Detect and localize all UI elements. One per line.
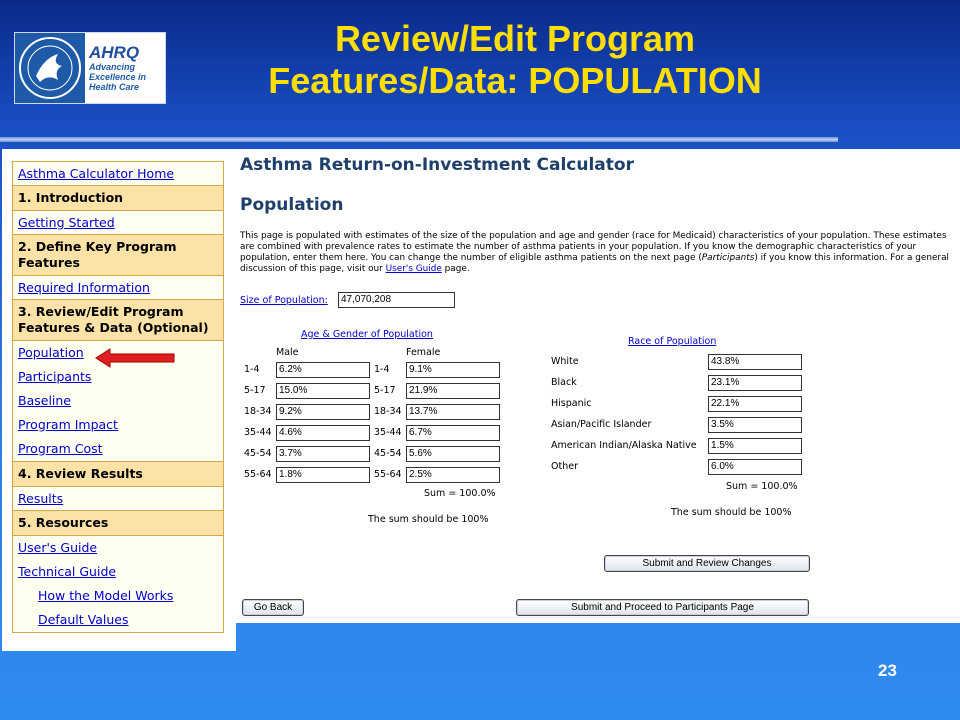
female-percent-input[interactable]: 6.7% bbox=[406, 425, 500, 441]
nav-link-baseline[interactable]: Baseline bbox=[18, 393, 71, 408]
male-percent-input[interactable]: 4.6% bbox=[276, 425, 370, 441]
female-percent-input[interactable]: 9.1% bbox=[406, 362, 500, 378]
male-age-label: 18-34 bbox=[244, 406, 272, 417]
male-age-label: 1-4 bbox=[244, 364, 260, 375]
female-percent-input[interactable]: 21.9% bbox=[406, 383, 500, 399]
male-age-label: 55-64 bbox=[244, 469, 272, 480]
race-percent-input[interactable]: 43.8% bbox=[708, 354, 802, 370]
female-age-label: 5-17 bbox=[374, 385, 396, 396]
slide-title bbox=[190, 18, 840, 102]
size-of-population-label[interactable]: Size of Population: bbox=[240, 295, 328, 306]
female-percent-input[interactable]: 13.7% bbox=[406, 404, 500, 420]
nav-link-technical-guide[interactable]: Technical Guide bbox=[18, 564, 117, 579]
slide-number: 23 bbox=[878, 661, 897, 680]
race-percent-input[interactable]: 1.5% bbox=[708, 438, 802, 454]
users-guide-link[interactable]: User's Guide bbox=[385, 264, 442, 274]
nav-link-home[interactable]: Asthma Calculator Home bbox=[13, 162, 223, 186]
size-of-population-input[interactable]: 47,070,208 bbox=[338, 292, 455, 308]
nav-link-required-information[interactable]: Required Information bbox=[13, 276, 223, 300]
female-percent-input[interactable]: 5.6% bbox=[406, 446, 500, 462]
male-age-label: 35-44 bbox=[244, 427, 272, 438]
nav-link-population[interactable]: Population bbox=[18, 345, 84, 360]
nav-section-define-features: 2. Define Key Program Features bbox=[13, 235, 223, 276]
male-age-label: 45-54 bbox=[244, 448, 272, 459]
female-age-label: 35-44 bbox=[374, 427, 402, 438]
nav-link-program-cost[interactable]: Program Cost bbox=[18, 441, 103, 456]
nav-section-review-results: 4. Review Results bbox=[13, 462, 223, 487]
male-percent-input[interactable]: 15.0% bbox=[276, 383, 370, 399]
nav-link-results[interactable]: Results bbox=[13, 487, 223, 511]
race-label: White bbox=[551, 356, 579, 367]
nav-panel bbox=[2, 149, 236, 651]
ahrq-tagline-2: Excellence in bbox=[89, 72, 147, 82]
male-percent-input[interactable]: 6.2% bbox=[276, 362, 370, 378]
intro-paragraph bbox=[240, 231, 956, 275]
race-label: Black bbox=[551, 377, 577, 388]
race-percent-input[interactable]: 3.5% bbox=[708, 417, 802, 433]
ahrq-tagline-3: Health Care bbox=[89, 82, 140, 92]
logo-group bbox=[14, 32, 166, 104]
sidebar-nav bbox=[12, 161, 224, 633]
intro-text-3: page. bbox=[441, 264, 470, 274]
female-column-label: Female bbox=[406, 347, 441, 358]
female-age-label: 45-54 bbox=[374, 448, 402, 459]
race-percent-input[interactable]: 22.1% bbox=[708, 396, 802, 412]
nav-link-users-guide[interactable]: User's Guide bbox=[18, 540, 98, 555]
male-age-label: 5-17 bbox=[244, 385, 266, 396]
ahrq-logo bbox=[85, 33, 165, 103]
race-percent-input[interactable]: 23.1% bbox=[708, 375, 802, 391]
intro-text-2: ) if you know this information. For a general discussion of this page, visit our bbox=[240, 253, 949, 274]
ahrq-wordmark: AHRQ bbox=[89, 43, 140, 62]
race-label: Asian/Pacific Islander bbox=[551, 419, 652, 430]
nav-link-participants[interactable]: Participants bbox=[18, 369, 92, 384]
age-gender-header-link[interactable]: Age & Gender of Population bbox=[301, 329, 433, 340]
male-percent-input[interactable]: 3.7% bbox=[276, 446, 370, 462]
go-back-button[interactable]: Go Back bbox=[242, 599, 304, 616]
nav-link-default-values[interactable]: Default Values bbox=[38, 612, 129, 627]
age-gender-sum-note: The sum should be 100% bbox=[368, 514, 489, 525]
main-panel bbox=[236, 149, 960, 623]
race-label: American Indian/Alaska Native bbox=[551, 440, 697, 451]
female-age-label: 55-64 bbox=[374, 469, 402, 480]
race-label: Other bbox=[551, 461, 578, 472]
nav-link-program-impact[interactable]: Program Impact bbox=[18, 417, 118, 432]
nav-link-how-model-works[interactable]: How the Model Works bbox=[38, 588, 174, 603]
race-sum-note: The sum should be 100% bbox=[671, 507, 792, 518]
male-column-label: Male bbox=[276, 347, 299, 358]
female-age-label: 1-4 bbox=[374, 364, 390, 375]
race-label: Hispanic bbox=[551, 398, 592, 409]
slide-title-line-1: Review/Edit Program bbox=[334, 18, 696, 59]
female-age-label: 18-34 bbox=[374, 406, 402, 417]
female-percent-input[interactable]: 2.5% bbox=[406, 467, 500, 483]
age-gender-sum: Sum = 100.0% bbox=[424, 488, 496, 499]
title-divider bbox=[0, 137, 838, 142]
ahrq-tagline-1: Advancing bbox=[89, 62, 136, 72]
page-heading: Population bbox=[240, 195, 344, 215]
slide-title-line-2: Features/Data: POPULATION bbox=[268, 60, 762, 101]
submit-proceed-button[interactable]: Submit and Proceed to Participants Page bbox=[516, 599, 809, 616]
red-arrow-icon bbox=[94, 347, 176, 369]
nav-link-getting-started[interactable]: Getting Started bbox=[13, 211, 223, 235]
male-percent-input[interactable]: 1.8% bbox=[276, 467, 370, 483]
nav-section-resources: 5. Resources bbox=[13, 511, 223, 536]
nav-section-introduction: 1. Introduction bbox=[13, 186, 223, 211]
nav-section-review-edit: 3. Review/Edit Program Features & Data (Optional) bbox=[13, 300, 223, 341]
submit-review-button[interactable]: Submit and Review Changes bbox=[604, 555, 810, 572]
race-sum: Sum = 100.0% bbox=[726, 481, 798, 492]
race-header-link[interactable]: Race of Population bbox=[628, 336, 717, 347]
hhs-seal-icon bbox=[15, 33, 85, 103]
nav-group-resources bbox=[13, 536, 223, 632]
male-percent-input[interactable]: 9.2% bbox=[276, 404, 370, 420]
race-percent-input[interactable]: 6.0% bbox=[708, 459, 802, 475]
intro-participants: Participants bbox=[701, 253, 755, 263]
app-title: Asthma Return-on-Investment Calculator bbox=[240, 155, 634, 175]
intro-text-1: This page is populated with estimates of the size of the population and age and gender (race for Medicaid) characteristics of your population. These estimates are combined with prevalence rates to estimate the number of asthma patients in your population. If you know the demographic characteristics of your population, enter them here. You can change the number of eligible asthma patients on the next page ( bbox=[240, 231, 947, 263]
